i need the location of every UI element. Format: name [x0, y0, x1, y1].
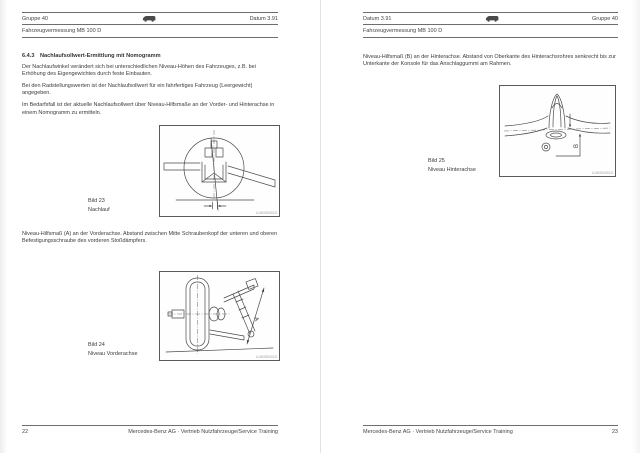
page-header — [363, 13, 618, 24]
page-right — [320, 0, 640, 453]
figure-vorderachse — [22, 271, 278, 361]
section-heading — [22, 53, 278, 59]
vehicle-icon — [485, 15, 499, 22]
dimension-label-a: A — [252, 316, 260, 322]
page-header — [22, 13, 278, 24]
vehicle-icon — [142, 15, 156, 22]
figure-caption-subtitle: Nachlauf — [88, 207, 110, 214]
header-rule-bottom — [363, 37, 618, 38]
section-number: 6.4.3 — [22, 53, 35, 59]
figure-image-caster — [159, 125, 280, 217]
header-date-label: Datum 3.91 — [249, 15, 278, 22]
paragraph: Im Bedarfsfall ist der aktuelle Nachlaufsollwert über Niveau-Hilfsmaße an der Vorder- und Hinterachse in einem Nomogramm zu ermitteln. — [22, 102, 275, 116]
page-footer — [22, 425, 278, 441]
footer-imprint: Mercedes-Benz AG · Vertrieb Nutzfahrzeuge/Service Training — [128, 429, 278, 435]
figure-caption — [88, 197, 159, 217]
paragraph: Der Nachlaufwinkel verändert sich bei unterschiedlichen Niveau-Höhen des Fahrzeuges, z.B. bei Erhöhung des Eigengewichtes durch feste Einbauten. — [22, 63, 256, 77]
figure-nachlauf — [22, 125, 278, 217]
document-title: Fahrzeugvermessung MB 100 D — [22, 28, 102, 34]
figure-hinterachse — [363, 85, 618, 177]
figure-reference-code: 4-40/0024/13 — [255, 354, 277, 359]
header-group-label: Gruppe 40 — [22, 15, 48, 22]
figure-caption — [428, 157, 499, 177]
figure-caption-subtitle: Niveau Hinterachse — [428, 167, 476, 174]
header-date-label: Datum 3.91 — [363, 15, 392, 22]
paragraph-niveau-a: Niveau-Hilfsmaß (A) an der Vorderachse. Abstand zwischen Mitte Schraubenkopf der unteren und oberen Befestigungsschraube des vorderen Stoßdämpfers. — [22, 230, 278, 245]
footer-imprint: Mercedes-Benz AG · Vertrieb Nutzfahrzeuge/Service Training — [363, 429, 513, 435]
document-title: Fahrzeugvermessung MB 100 D — [363, 28, 443, 34]
page-number: 23 — [611, 429, 618, 435]
page-number: 22 — [22, 429, 29, 435]
caster-diagram-drawing — [160, 126, 279, 216]
header-group-label: Gruppe 40 — [592, 15, 618, 22]
figure-caption-title: Bild 24 — [88, 341, 105, 348]
figure-image-front-axle — [159, 271, 280, 361]
figure-reference-code: 4-40/0023/13 — [255, 210, 277, 215]
paragraph-niveau-b: Niveau-Hilfsmaß (B) an der Hinterachse. Abstand von Oberkante des Hinterachsrohres senkrecht bis zur Unterkante der Konsole für das Anschlaggummi am Rahmen. — [363, 54, 616, 68]
paragraph: Bei den Radstellungswerten ist der Nachlaufsollwert für ein fahrfertiges Fahrzeug (Leergewicht) angegeben. — [22, 82, 253, 97]
header-rule-bottom — [22, 37, 278, 38]
figure-caption-subtitle: Niveau Vorderachse — [88, 351, 138, 358]
figure-image-rear-axle — [499, 85, 616, 177]
rear-axle-drawing — [500, 86, 615, 176]
page-footer — [363, 425, 618, 441]
figure-reference-code: 4-40/0025/13 — [591, 170, 613, 175]
dimension-label-b: B — [574, 143, 580, 148]
figure-caption — [88, 341, 159, 361]
front-axle-drawing — [160, 272, 279, 360]
figure-caption-title: Bild 23 — [88, 197, 105, 204]
section-title: Nachlaufsollwert-Ermittlung mit Nomogramm — [40, 53, 161, 59]
figure-caption-title: Bild 25 — [428, 157, 445, 164]
